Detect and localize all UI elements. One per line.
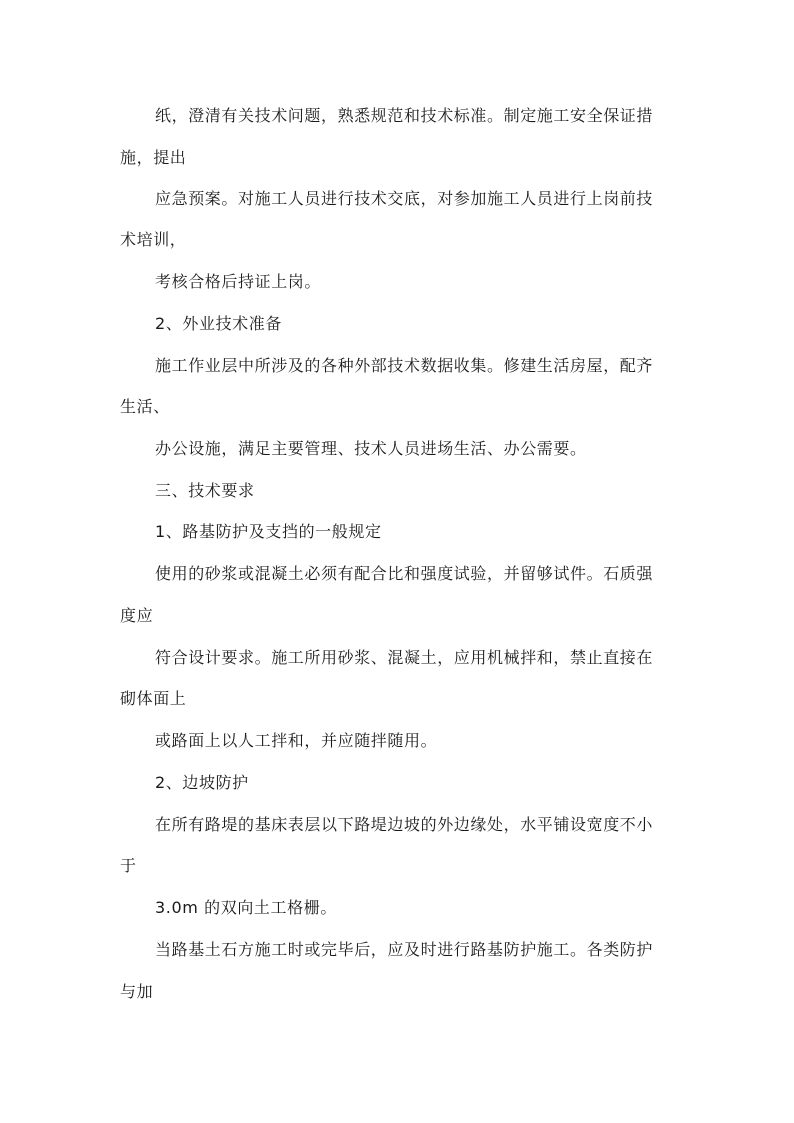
text-line: 3.0m 的双向土工格栅。 <box>155 898 337 917</box>
text-line: 与加 <box>120 982 154 1001</box>
section-heading: 2、外业技术准备 <box>155 314 282 333</box>
text-line: 生活、 <box>120 397 170 416</box>
text-line: 使用的砂浆或混凝土必须有配合比和强度试验，并留够试件。石质强 <box>155 564 654 583</box>
section-heading: 三、技术要求 <box>155 481 255 500</box>
text-line: 考核合格后持证上岗。 <box>155 272 322 291</box>
text-line: 办公设施，满足主要管理、技术人员进场生活、办公需要。 <box>155 439 587 458</box>
text-line: 砌体面上 <box>120 689 187 708</box>
text-line: 术培训， <box>120 230 187 249</box>
text-line: 纸，澄清有关技术问题，熟悉规范和技术标准。制定施工安全保证措 <box>155 106 654 125</box>
text-line: 施工作业层中所涉及的各种外部技术数据收集。修建生活房屋，配齐 <box>155 356 654 375</box>
text-line: 度应 <box>120 606 154 625</box>
section-heading: 2、边坡防护 <box>155 773 249 792</box>
text-line: 或路面上以人工拌和，并应随拌随用。 <box>155 731 438 750</box>
text-line: 于 <box>120 856 137 875</box>
text-line: 施，提出 <box>120 148 187 167</box>
text-line: 符合设计要求。施工所用砂浆、混凝土，应用机械拌和，禁止直接在 <box>155 648 654 667</box>
text-line: 应急预案。对施工人员进行技术交底，对参加施工人员进行上岗前技 <box>155 189 654 208</box>
text-line: 当路基土石方施工时或完毕后，应及时进行路基防护施工。各类防护 <box>155 940 654 959</box>
section-heading: 1、路基防护及支挡的一般规定 <box>155 522 382 541</box>
text-line: 在所有路堤的基床表层以下路堤边坡的外边缘处，水平铺设宽度不小 <box>155 815 654 834</box>
